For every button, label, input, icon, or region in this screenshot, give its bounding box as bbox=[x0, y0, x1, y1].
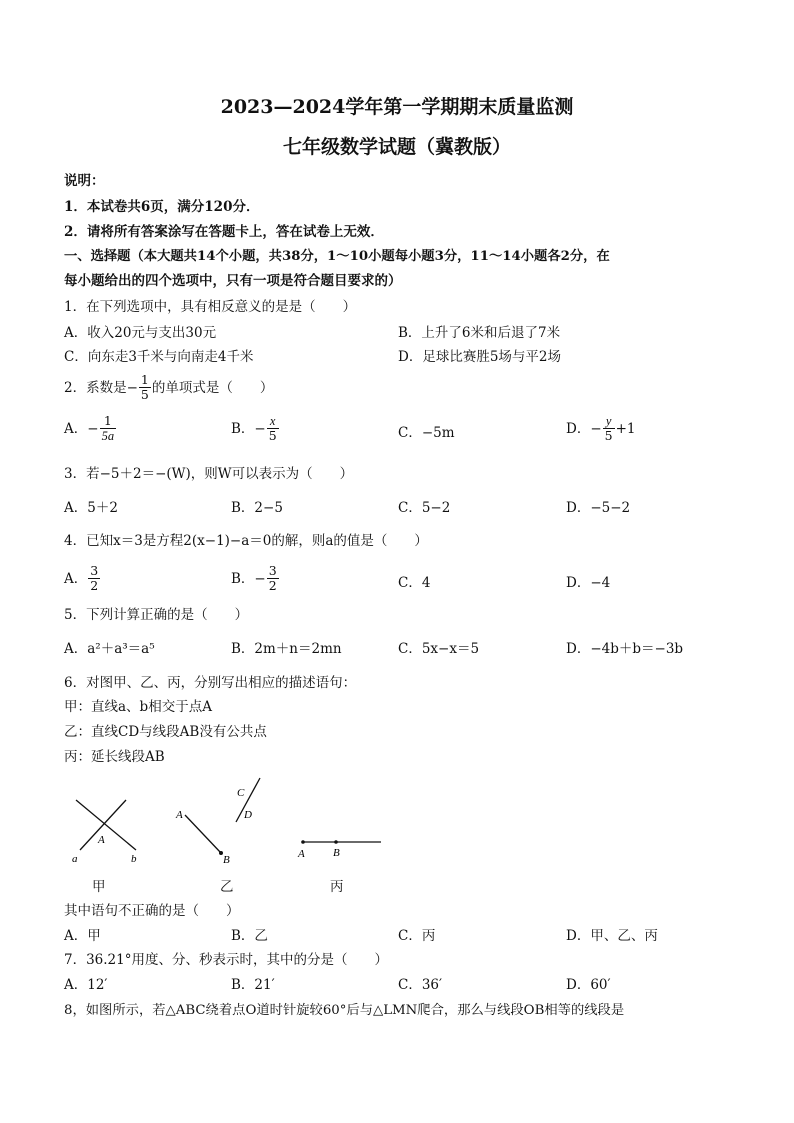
question-4-option-c: C．4 bbox=[398, 575, 431, 591]
fraction-numerator: 3 bbox=[268, 563, 277, 578]
question-2-option-c: C．−5m bbox=[398, 425, 455, 441]
question-6-option-a: A．甲 bbox=[64, 928, 101, 944]
section1-heading-line1: 一、选择题（本大题共14个小题，共38分，1～10小题每小题3分，11～14小题各2分，在 bbox=[64, 249, 610, 264]
question-2-stem-fraction bbox=[139, 373, 151, 402]
question-5-option-d: D．−4b＋b＝−3b bbox=[566, 641, 684, 657]
option-label: A． bbox=[64, 570, 88, 587]
figure-yi bbox=[175, 778, 260, 866]
question-3-option-d: D．−5−2 bbox=[566, 500, 631, 516]
question-7-option-d: D．60′ bbox=[566, 977, 611, 993]
question-7-stem: 7．36.21°用度、分、秒表示时，其中的分是（ ） bbox=[64, 952, 388, 968]
notes-label: 说明： bbox=[64, 173, 105, 189]
fraction-denominator: 5 bbox=[140, 387, 149, 402]
option-fraction bbox=[267, 414, 279, 443]
figure-caption-bing: 丙 bbox=[330, 879, 344, 895]
figure-jia bbox=[72, 800, 137, 865]
label-b: b bbox=[131, 853, 137, 865]
question-6-option-d: D．甲、乙、丙 bbox=[566, 928, 658, 944]
question-6-statement-yi: 乙：直线CD与线段AB没有公共点 bbox=[64, 724, 267, 740]
point-a-dot bbox=[301, 840, 305, 844]
option-fraction bbox=[100, 414, 117, 443]
option-fraction bbox=[267, 564, 279, 593]
question-2-option-a bbox=[64, 414, 117, 443]
note-1: 1．本试卷共6页，满分120分． bbox=[64, 199, 260, 215]
label-point-d: D bbox=[244, 809, 252, 821]
question-5-stem: 5．下列计算正确的是（ ） bbox=[64, 607, 249, 623]
question-4-option-d: D．−4 bbox=[566, 575, 611, 591]
question-1-option-c: C．向东走3千米与向南走4千米 bbox=[64, 349, 254, 365]
fraction-denominator: 5 bbox=[268, 428, 277, 443]
fraction-numerator: 1 bbox=[100, 414, 117, 429]
question-4-option-a bbox=[64, 564, 101, 593]
question-5-option-a: A．a²＋a³＝a⁵ bbox=[64, 641, 155, 657]
label-point-a: A bbox=[298, 848, 305, 860]
option-label: B．− bbox=[231, 420, 266, 437]
fraction-numerator: 3 bbox=[90, 563, 99, 578]
fraction-numerator: x bbox=[267, 414, 279, 429]
option-tail: +1 bbox=[615, 420, 636, 437]
label-a: a bbox=[72, 853, 78, 865]
question-2-option-b bbox=[231, 414, 280, 443]
segment-ab bbox=[185, 815, 221, 853]
question-4-option-b bbox=[231, 564, 280, 593]
question-3-option-c: C．5−2 bbox=[398, 500, 451, 516]
label-point-c: C bbox=[237, 787, 245, 799]
section1-heading-line2: 每小题给出的四个选项中，只有一项是符合题目要求的） bbox=[64, 273, 402, 289]
page-subtitle: 七年级数学试题（冀教版） bbox=[282, 136, 511, 158]
question-6-stem: 6．对图甲、乙、丙，分别写出相应的描述语句： bbox=[64, 675, 357, 691]
question-7-option-c: C．36′ bbox=[398, 977, 443, 993]
question-2-stem-prefix: 2．系数是− bbox=[64, 379, 138, 396]
question-6-option-c: C．丙 bbox=[398, 928, 436, 944]
fraction-numerator: y bbox=[603, 414, 615, 429]
label-point-a: A bbox=[98, 834, 105, 846]
question-8-stem: 8，如图所示，若△ABC绕着点O道时针旋较60°后与△LMN爬合，那么与线段OB相等的线段是 bbox=[64, 1003, 625, 1018]
figure-bing bbox=[297, 840, 381, 860]
question-6-statement-jia: 甲：直线a、b相交于点A bbox=[64, 699, 212, 715]
label-point-b: B bbox=[333, 847, 340, 859]
question-2-option-d bbox=[566, 414, 636, 443]
question-7-option-b: B．21′ bbox=[231, 977, 275, 993]
question-6-statement-bing: 丙：延长线段AB bbox=[64, 749, 165, 765]
figure-caption-yi: 乙 bbox=[220, 879, 234, 895]
question-6-question: 其中语句不正确的是（ ） bbox=[64, 903, 240, 919]
question-3-option-b: B．2−5 bbox=[231, 500, 283, 516]
question-2-stem-suffix: 的单项式是（ ） bbox=[151, 379, 274, 396]
question-7-option-a: A．12′ bbox=[64, 977, 108, 993]
question-3-stem: 3．若−5＋2＝−(W)，则W可以表示为（ ） bbox=[64, 466, 354, 482]
fraction-denominator: 5 bbox=[604, 428, 613, 443]
fraction-denominator: 2 bbox=[268, 578, 277, 593]
option-label: D．− bbox=[566, 420, 602, 437]
fraction-denominator: 5a bbox=[101, 429, 115, 443]
option-fraction bbox=[88, 564, 100, 593]
option-label: A．− bbox=[64, 420, 99, 437]
option-fraction bbox=[603, 414, 615, 443]
note-2: 2．请将所有答案涂写在答题卡上，答在试卷上无效． bbox=[64, 224, 384, 240]
question-6-option-b: B．乙 bbox=[231, 928, 268, 944]
question-4-stem: 4．已知x＝3是方程2(x−1)−a＝0的解，则a的值是（ ） bbox=[64, 533, 428, 549]
question-1-option-a: A．收入20元与支出30元 bbox=[64, 325, 217, 341]
label-point-b: B bbox=[223, 854, 230, 866]
line-a bbox=[76, 800, 136, 850]
question-2-stem bbox=[64, 373, 273, 402]
question-5-option-c: C．5x−x＝5 bbox=[398, 641, 480, 657]
label-point-a: A bbox=[176, 809, 183, 821]
question-3-option-a: A．5＋2 bbox=[64, 500, 118, 516]
question-1-option-d: D．足球比赛胜5场与平2场 bbox=[398, 349, 562, 365]
page-title: 2023—2024学年第一学期期末质量监测 bbox=[220, 96, 574, 118]
question-1-stem: 1．在下列选项中，具有相反意义的是是（ ） bbox=[64, 299, 357, 315]
figure-caption-jia: 甲 bbox=[92, 879, 106, 895]
fraction-numerator: 1 bbox=[140, 372, 149, 387]
option-label: B．− bbox=[231, 570, 266, 587]
question-1-option-b: B．上升了6米和后退了7米 bbox=[398, 325, 561, 341]
fraction-denominator: 2 bbox=[90, 578, 99, 593]
question-6-figures bbox=[0, 770, 794, 900]
question-5-option-b: B．2m＋n＝2mn bbox=[231, 641, 342, 657]
point-b-dot bbox=[334, 840, 338, 844]
